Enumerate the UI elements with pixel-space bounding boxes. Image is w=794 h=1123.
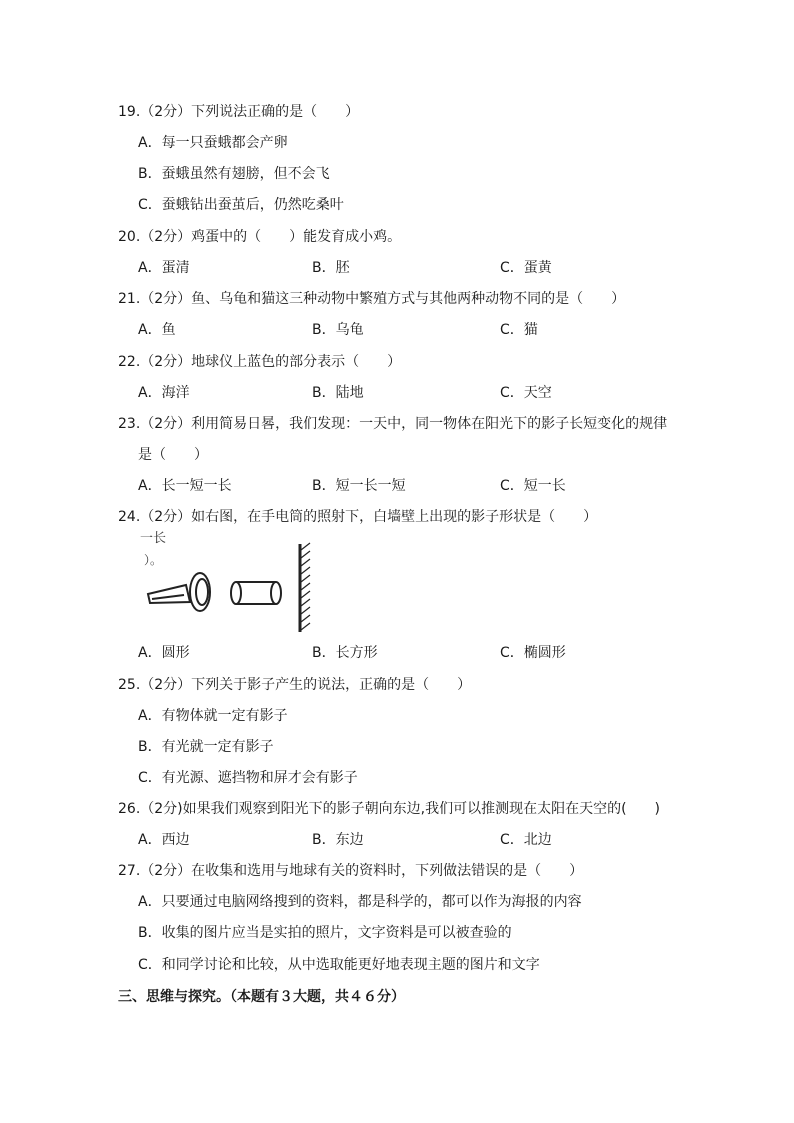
figure-text-fragment-1: 一长 [140,531,167,546]
question-25-option-c[interactable]: C．有光源、遮挡物和屏才会有影子 [138,770,358,786]
question-22-stem: 22.（2分）地球仪上蓝色的部分表示（ ） [118,354,402,370]
question-24-stem: 24.（2分）如右图，在手电筒的照射下，白墙壁上出现的影子形状是（ ） [118,509,598,525]
question-26-option-b[interactable]: B．东边 [312,832,364,848]
question-21-stem: 21.（2分）鱼、乌龟和猫这三种动物中繁殖方式与其他两种动物不同的是（ ） [118,291,626,307]
question-20-stem: 20.（2分）鸡蛋中的（ ）能发育成小鸡。 [118,229,402,245]
question-19-stem: 19.（2分）下列说法正确的是（ ） [118,104,360,120]
flashlight-wall-figure [140,530,330,635]
question-23-stem-continuation: 是（ ） [138,447,208,463]
question-23-option-b[interactable]: B．短一长一短 [312,478,406,494]
question-21-option-a[interactable]: A．鱼 [138,322,176,338]
question-23-option-c[interactable]: C．短一长 [500,478,566,494]
question-19-option-b[interactable]: B．蚕蛾虽然有翅膀，但不会飞 [138,166,330,182]
question-25-stem: 25.（2分）下列关于影子产生的说法，正确的是（ ） [118,677,472,693]
wall-icon [300,543,310,632]
question-23-option-a[interactable]: A．长一短一长 [138,478,232,494]
question-24-option-a[interactable]: A．圆形 [138,645,190,661]
question-27-stem: 27.（2分）在收集和选用与地球有关的资料时，下列做法错误的是（ ） [118,863,584,879]
flashlight-icon [148,573,210,611]
question-20-option-a[interactable]: A．蛋清 [138,260,190,276]
question-20-option-b[interactable]: B．胚 [312,260,350,276]
question-22-option-b[interactable]: B．陆地 [312,385,364,401]
question-24-option-b[interactable]: B．长方形 [312,645,378,661]
figure-text-fragment-2: ）。 [144,553,163,567]
question-21-option-b[interactable]: B．乌龟 [312,322,364,338]
question-21-option-c[interactable]: C．猫 [500,322,538,338]
question-22-option-c[interactable]: C．天空 [500,385,552,401]
question-26-option-c[interactable]: C．北边 [500,832,552,848]
section-3-title: 三、思维与探究。（本题有３大题，共４６分） [118,989,405,1005]
question-27-option-c[interactable]: C．和同学讨论和比较，从中选取能更好地表现主题的图片和文字 [138,957,540,973]
question-25-option-b[interactable]: B．有光就一定有影子 [138,739,274,755]
question-23-stem: 23.（2分）利用简易日晷，我们发现：一天中，同一物体在阳光下的影子长短变化的规律 [118,416,668,432]
question-26-option-a[interactable]: A．西边 [138,832,190,848]
cylinder-icon [231,582,281,604]
question-25-option-a[interactable]: A．有物体就一定有影子 [138,708,288,724]
question-27-option-a[interactable]: A．只要通过电脑网络搜到的资料，都是科学的，都可以作为海报的内容 [138,894,582,910]
question-20-option-c[interactable]: C．蛋黄 [500,260,552,276]
question-24-option-c[interactable]: C．椭圆形 [500,645,566,661]
question-22-option-a[interactable]: A．海洋 [138,385,190,401]
question-19-option-a[interactable]: A．每一只蚕蛾都会产卵 [138,135,288,151]
question-19-option-c[interactable]: C．蚕蛾钻出蚕茧后，仍然吃桑叶 [138,197,344,213]
question-27-option-b[interactable]: B．收集的图片应当是实拍的照片，文字资料是可以被查验的 [138,925,512,941]
question-26-stem: 26.（2分)如果我们观察到阳光下的影子朝向东边,我们可以推测现在太阳在天空的( ) [118,801,661,817]
